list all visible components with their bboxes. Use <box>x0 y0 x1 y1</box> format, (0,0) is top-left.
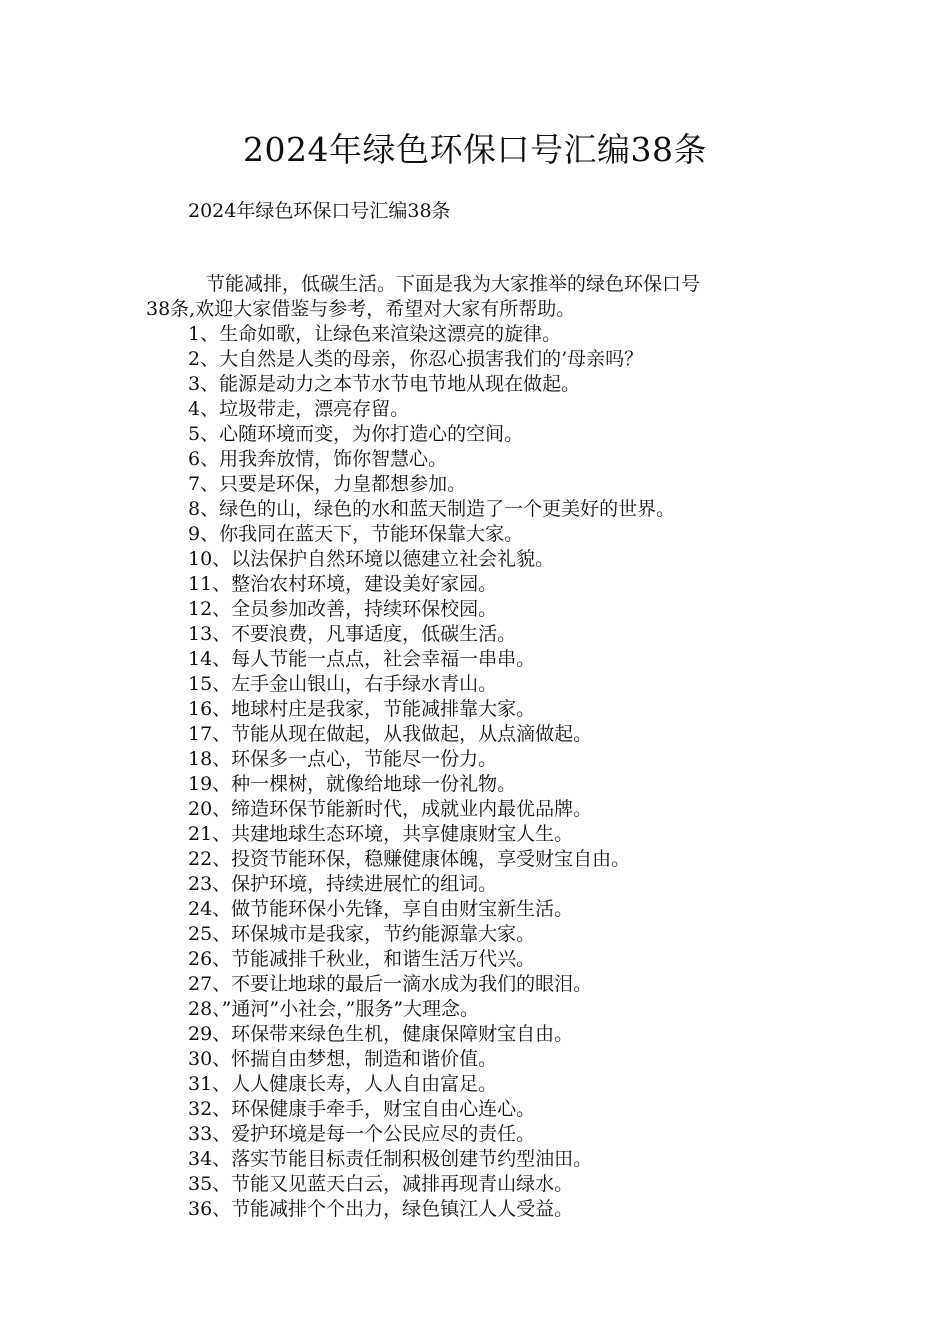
slogan-item: 9、你我同在蓝天下，节能环保靠大家。 <box>188 523 524 545</box>
slogan-item: 23、保护环境，持续进展忙的组词。 <box>188 873 498 895</box>
slogan-item: 14、每人节能一点点，社会幸福一串串。 <box>188 648 536 670</box>
slogan-item: 31、人人健康长寿，人人自由富足。 <box>188 1073 498 1095</box>
slogan-item: 28、”通河”小社会，”服务”大理念。 <box>188 998 480 1020</box>
slogan-item: 35、节能又见蓝天白云，减排再现青山绿水。 <box>188 1173 574 1195</box>
slogan-item: 26、节能减排千秋业，和谐生活万代兴。 <box>188 948 536 970</box>
intro-line-2: 38条,欢迎大家借鉴与参考，希望对大家有所帮助。 <box>146 298 576 320</box>
slogan-item: 17、节能从现在做起，从我做起，从点滴做起。 <box>188 723 593 745</box>
slogan-item: 32、环保健康手牵手，财宝自由心连心。 <box>188 1098 536 1120</box>
slogan-item: 24、做节能环保小先锋，享自由财宝新生活。 <box>188 898 574 920</box>
slogan-item: 10、以法保护自然环境以德建立社会礼貌。 <box>188 548 555 570</box>
slogan-item: 33、爱护环境是每一个公民应尽的责任。 <box>188 1123 536 1145</box>
slogan-item: 5、心随环境而变，为你打造心的空间。 <box>188 423 524 445</box>
slogan-item: 11、整治农村环境，建设美好家园。 <box>188 573 498 595</box>
slogan-item: 16、地球村庄是我家，节能减排靠大家。 <box>188 698 536 720</box>
slogan-item: 19、种一棵树，就像给地球一份礼物。 <box>188 773 517 795</box>
slogan-item: 25、环保城市是我家，节约能源靠大家。 <box>188 923 536 945</box>
slogan-item: 27、不要让地球的最后一滴水成为我们的眼泪。 <box>188 973 593 995</box>
slogan-item: 2、大自然是人类的母亲，你忍心损害我们的’母亲吗？ <box>188 348 644 370</box>
slogan-item: 20、缔造环保节能新时代，成就业内最优品牌。 <box>188 798 593 820</box>
slogan-item: 30、怀揣自由梦想，制造和谐价值。 <box>188 1048 498 1070</box>
slogan-item: 15、左手金山银山，右手绿水青山。 <box>188 673 498 695</box>
slogan-item: 3、能源是动力之本节水节电节地从现在做起。 <box>188 373 581 395</box>
slogan-item: 1、生命如歌，让绿色来渲染这漂亮的旋律。 <box>188 323 562 345</box>
intro-paragraph <box>146 272 826 322</box>
slogan-item: 13、不要浪费，凡事适度，低碳生活。 <box>188 623 517 645</box>
intro-line-1: 节能减排，低碳生活。下面是我为大家推举的绿色环保口号 <box>206 273 701 295</box>
slogan-item: 12、全员参加改善，持续环保校园。 <box>188 598 498 620</box>
slogan-item: 8、绿色的山，绿色的水和蓝天制造了一个更美好的世界。 <box>188 498 676 520</box>
page-subtitle: 2024年绿色环保口号汇编38条 <box>188 200 451 222</box>
slogan-item: 34、落实节能目标责任制积极创建节约型油田。 <box>188 1148 593 1170</box>
slogan-item: 4、垃圾带走，漂亮存留。 <box>188 398 410 420</box>
slogan-item: 29、环保带来绿色生机，健康保障财宝自由。 <box>188 1023 574 1045</box>
page-title: 2024年绿色环保口号汇编38条 <box>243 130 707 169</box>
slogan-list <box>188 322 675 1222</box>
slogan-item: 22、投资节能环保，稳赚健康体魄，享受财宝自由。 <box>188 848 631 870</box>
slogan-item: 18、环保多一点心，节能尽一份力。 <box>188 748 498 770</box>
slogan-item: 21、共建地球生态环境，共享健康财宝人生。 <box>188 823 574 845</box>
slogan-item: 36、节能减排个个出力，绿色镇江人人受益。 <box>188 1198 574 1220</box>
slogan-item: 7、只要是环保，力皇都想参加。 <box>188 473 467 495</box>
slogan-item: 6、用我奔放情，饰你智慧心。 <box>188 448 448 470</box>
